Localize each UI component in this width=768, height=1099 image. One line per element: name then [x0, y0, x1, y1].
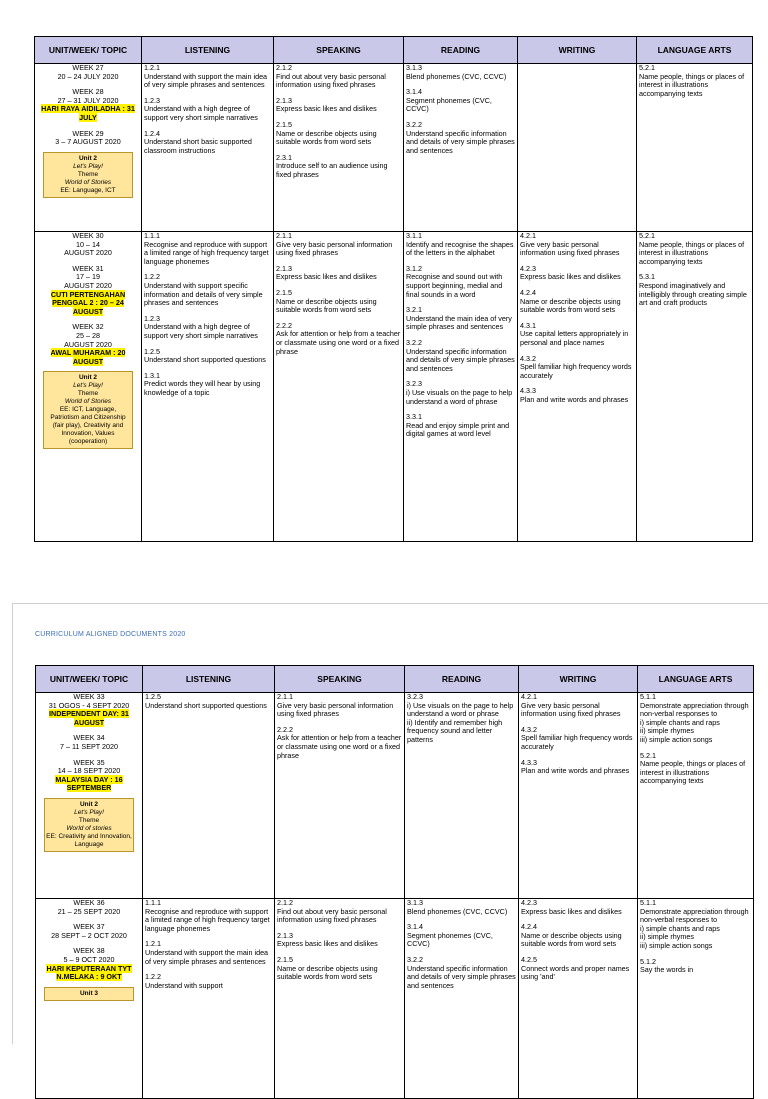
standard-item — [276, 97, 401, 114]
standard-text: Understand with support specific information and details of very simple phrases and sentences — [144, 280, 263, 308]
week-text: 3 – 7 AUGUST 2020 — [55, 137, 121, 147]
standard-text: Understand with support the main idea of very simple phrases and sentences — [145, 947, 269, 966]
standard-code: 4.3.1 — [520, 320, 536, 330]
listening-cell — [143, 899, 275, 1099]
standard-text: Understand the main idea of very simple phrases and sentences — [406, 313, 512, 332]
standard-code: 4.2.1 — [521, 692, 537, 701]
week-text: WEEK 33 — [73, 692, 105, 701]
table-header-row — [36, 666, 754, 693]
standard-text: Give very basic personal information using fixed phrases — [520, 239, 620, 258]
unit-title: Unit 2 — [79, 800, 99, 808]
standard-item — [144, 372, 271, 398]
week-text: WEEK 37 — [73, 922, 105, 932]
document-header-label: CURRICULUM ALIGNED DOCUMENTS 2020 — [35, 631, 186, 638]
standard-item — [640, 958, 751, 975]
table-header-row — [35, 37, 753, 64]
week-text: 28 SEPT – 2 OCT 2020 — [51, 930, 127, 940]
standard-item — [640, 899, 751, 951]
week-text: AUGUST 2020 — [64, 339, 112, 349]
standard-code: 3.1.3 — [407, 898, 423, 907]
standard-text: Give very basic personal information using fixed phrases — [277, 700, 394, 719]
theme-label: Theme — [78, 816, 100, 824]
standard-text: Ask for attention or help from a teacher or classmate using one word or a fixed phrase — [277, 733, 402, 760]
standard-text: Name or describe objects using suitable words from word sets — [276, 296, 377, 315]
week-text: WEEK 32 — [72, 322, 104, 332]
standard-code: 4.3.2 — [520, 353, 536, 363]
standard-item — [521, 693, 635, 719]
standard-item — [639, 64, 750, 98]
standard-code: 3.2.3 — [406, 379, 422, 389]
standard-item — [144, 64, 271, 90]
standard-code: 1.2.1 — [144, 63, 160, 72]
standard-text: Understand specific information and details of very simple phrases and sentences — [407, 963, 516, 990]
week-cell — [35, 232, 142, 542]
standard-item — [406, 232, 515, 258]
table-row — [35, 64, 753, 232]
standard-item — [277, 956, 402, 982]
standard-code: 3.2.3 — [407, 692, 423, 701]
standard-text: Express basic likes and dislikes — [521, 906, 622, 916]
standard-code: 4.2.1 — [520, 231, 536, 240]
standard-code: 2.1.1 — [277, 692, 293, 701]
standard-text: Segment phonemes (CVC, CCVC) — [407, 930, 493, 949]
standard-item — [277, 726, 402, 760]
standard-text: Name or describe objects using suitable words from word sets — [521, 930, 622, 949]
ee-elements: EE: Language, ICT — [60, 186, 116, 194]
reading-cell — [405, 899, 519, 1099]
week-text: AUGUST 2020 — [64, 248, 112, 258]
standard-item — [277, 932, 402, 949]
standard-code: 5.1.1 — [640, 692, 656, 701]
standard-item — [276, 265, 401, 282]
week-text: WEEK 27 — [72, 63, 104, 72]
speaking-cell — [274, 64, 404, 232]
standard-item — [520, 387, 634, 404]
standard-code: 5.1.2 — [640, 956, 656, 966]
standard-item — [640, 752, 751, 786]
document-page-2 — [12, 603, 768, 1044]
header-speaking: SPEAKING — [275, 666, 405, 693]
listening-cell — [142, 64, 274, 232]
standard-code: 2.1.5 — [277, 954, 293, 964]
standard-item — [520, 265, 634, 282]
standard-code: 5.1.1 — [640, 898, 656, 907]
week-text: 14 – 18 SEPT 2020 — [57, 766, 121, 776]
standard-code: 4.3.3 — [520, 386, 536, 396]
standard-code: 1.1.1 — [144, 231, 160, 240]
standard-item — [276, 322, 401, 356]
standard-text: Blend phonemes (CVC, CCVC) — [407, 906, 508, 916]
header-writing: WRITING — [518, 37, 637, 64]
week-text: WEEK 28 — [72, 87, 104, 97]
standard-text: Understand specific information and details of very simple phrases and sentences — [406, 346, 515, 373]
standard-item — [276, 121, 401, 147]
ee-elements: EE: ICT, Language, Patriotism and Citizenship (fair play), Creativity and Innovation, Values (cooperation) — [50, 406, 126, 446]
standard-text: Introduce self to an audience using fixed phrases — [276, 161, 388, 179]
standard-text: Recognise and reproduce with support a limited range of high frequency target language phonemes — [144, 239, 269, 266]
standard-code: 4.2.3 — [521, 898, 537, 907]
week-text: WEEK 30 — [72, 231, 104, 240]
week-text: 5 – 9 OCT 2020 — [63, 954, 115, 964]
ee-elements: EE: Creativity and Innovation, Language — [46, 832, 132, 848]
standard-text: Connect words and proper names using 'and' — [521, 963, 630, 982]
curriculum-table-2 — [35, 665, 754, 1099]
theme-name: World of Stories — [64, 178, 112, 186]
standard-code: 2.1.3 — [276, 263, 292, 273]
standard-code: 2.2.2 — [276, 320, 292, 330]
standard-code: 2.1.2 — [277, 898, 293, 907]
standard-item — [144, 232, 271, 266]
standard-code: 3.2.2 — [406, 337, 422, 347]
standard-item — [144, 97, 271, 123]
standard-code: 4.2.4 — [520, 287, 536, 297]
standard-text: Recognise and sound out with support beginning, medial and final sounds in a word — [406, 272, 503, 299]
standard-item — [406, 64, 515, 81]
standard-text: Understand specific information and details of very simple phrases and sentences — [406, 128, 515, 155]
week-cell — [36, 899, 143, 1099]
standard-text: Use capital letters appropriately in personal and place names — [520, 329, 629, 347]
standard-item — [520, 232, 634, 258]
standard-text: Demonstrate appreciation through non-verbal responses to i) simple chants and raps ii) simple rhymes iii) simple action songs — [640, 906, 749, 950]
standard-code: 1.2.2 — [145, 972, 161, 982]
unit-title: Unit 2 — [78, 154, 98, 162]
week-text: WEEK 35 — [73, 757, 105, 767]
standard-item — [520, 355, 634, 381]
standard-item — [521, 956, 635, 982]
standard-text: Plan and write words and phrases — [520, 394, 629, 404]
speaking-cell — [275, 693, 405, 899]
theme-label: Theme — [77, 170, 99, 178]
week-text: 10 – 14 — [76, 239, 100, 249]
standard-code: 3.1.4 — [407, 922, 423, 932]
standard-text: Understand with support — [145, 980, 223, 990]
week-text: WEEK 36 — [73, 898, 105, 907]
standard-item — [520, 289, 634, 315]
standard-code: 4.2.5 — [521, 954, 537, 964]
theme-label: Theme — [77, 390, 99, 398]
standard-item — [639, 273, 750, 307]
standard-text: Find out about very basic personal information using fixed phrases — [276, 71, 386, 90]
reading-cell — [405, 693, 519, 899]
standard-item — [406, 306, 515, 332]
standard-code: 4.2.3 — [520, 263, 536, 273]
standard-text: Express basic likes and dislikes — [276, 104, 377, 114]
week-text: 25 – 28 — [76, 330, 100, 340]
standard-item — [145, 940, 272, 966]
standard-code: 5.2.1 — [640, 750, 656, 760]
standard-code: 1.3.1 — [144, 370, 160, 380]
standard-code: 2.1.5 — [276, 119, 292, 129]
header-listening: LISTENING — [142, 37, 274, 64]
standard-code: 3.1.2 — [406, 263, 422, 273]
week-text: 21 – 25 SEPT 2020 — [57, 906, 121, 916]
week-text: WEEK 38 — [73, 946, 105, 956]
header-reading: READING — [404, 37, 518, 64]
standard-code: 1.2.5 — [144, 346, 160, 356]
theme-name: World of stories — [66, 824, 112, 832]
table-row — [36, 693, 754, 899]
language-arts-cell — [638, 693, 754, 899]
unit-title: Unit 3 — [79, 989, 99, 997]
listening-cell — [143, 693, 275, 899]
standard-text: Express basic likes and dislikes — [276, 272, 377, 282]
reading-cell — [404, 232, 518, 542]
standard-text: Identify and recognise the shapes of the letters in the alphabet — [406, 239, 514, 258]
standard-item — [145, 973, 272, 990]
standard-code: 4.3.2 — [521, 724, 537, 734]
standard-code: 3.2.2 — [407, 954, 423, 964]
standard-text: Plan and write words and phrases — [521, 766, 630, 776]
standard-item — [277, 693, 402, 719]
standard-text: Demonstrate appreciation through non-verbal responses to i) simple chants and raps ii) simple rhymes iii) simple action songs — [640, 700, 749, 744]
standard-code: 3.2.1 — [406, 305, 422, 315]
standard-text: Understand with a high degree of support very short simple narratives — [144, 104, 258, 122]
standard-text: Predict words they will hear by using knowledge of a topic — [144, 379, 261, 397]
standard-item — [276, 64, 401, 90]
week-text: 7 – 11 SEPT 2020 — [59, 741, 119, 751]
standard-text: i) Use visuals on the page to help understand a word of phrase — [406, 387, 513, 406]
page-gap — [0, 555, 768, 603]
standard-code: 1.2.3 — [144, 313, 160, 323]
speaking-cell — [274, 232, 404, 542]
standard-item — [406, 265, 515, 299]
standard-text: Segment phonemes (CVC, CCVC) — [406, 95, 492, 114]
holiday-text: HARI KEPUTERAAN TYT N.MELAKA : 9 OKT — [46, 963, 132, 982]
theme-name: World of Stories — [64, 398, 112, 406]
standard-text: Read and enjoy simple print and digital games at word level — [406, 420, 510, 439]
table-row — [36, 899, 754, 1099]
standard-item — [520, 322, 634, 348]
language-arts-cell — [637, 64, 753, 232]
unit-topic-box — [43, 152, 133, 198]
standard-text: Give very basic personal information using fixed phrases — [276, 239, 393, 258]
standard-item — [406, 121, 515, 155]
standard-code: 3.1.4 — [406, 87, 422, 97]
header-unit-week-topic: UNIT/WEEK/ TOPIC — [35, 37, 142, 64]
week-cell — [35, 64, 142, 232]
standard-item — [406, 88, 515, 114]
standard-code: 2.1.3 — [276, 95, 292, 105]
standard-item — [276, 232, 401, 258]
standard-text: Name people, things or places of interest in illustrations accompanying texts — [640, 759, 746, 786]
header-speaking: SPEAKING — [274, 37, 404, 64]
holiday-note — [38, 710, 140, 727]
unit-topic-box — [44, 987, 134, 1001]
standard-text: Name people, things or places of interest in illustrations accompanying texts — [639, 71, 745, 98]
table-row — [35, 232, 753, 542]
header-writing: WRITING — [519, 666, 638, 693]
standard-text: Understand short supported questions — [144, 355, 266, 365]
standard-code: 3.1.3 — [406, 63, 422, 72]
standard-code: 4.3.3 — [521, 757, 537, 767]
standard-code: 1.2.2 — [144, 272, 160, 282]
standard-item — [407, 956, 516, 990]
standard-code: 2.2.2 — [277, 724, 293, 734]
standard-code: 1.1.1 — [145, 898, 161, 907]
standard-code: 3.2.2 — [406, 119, 422, 129]
standard-item — [406, 380, 515, 406]
header-reading: READING — [405, 666, 519, 693]
standard-text: Name or describe objects using suitable words from word sets — [520, 296, 621, 315]
standard-code: 2.1.2 — [276, 63, 292, 72]
standard-text: Understand with a high degree of support very short simple narratives — [144, 322, 258, 340]
standard-item — [145, 899, 272, 933]
holiday-note — [37, 105, 139, 122]
holiday-note — [37, 349, 139, 366]
unit-topic-box — [43, 371, 133, 449]
header-language-arts: LANGUAGE ARTS — [638, 666, 754, 693]
unit-topic-box — [44, 798, 134, 852]
standard-text: Name people, things or places of interest in illustrations accompanying texts — [639, 239, 745, 266]
reading-cell — [404, 64, 518, 232]
writing-cell — [519, 899, 638, 1099]
unit-name: Let's Play! — [73, 382, 103, 390]
holiday-text: CUTI PERTENGAHAN PENGGAL 2 : 20 – 24 AUGUST — [50, 289, 126, 316]
standard-text: Name or describe objects using suitable words from word sets — [276, 128, 377, 147]
standard-item — [521, 923, 635, 949]
writing-cell — [519, 693, 638, 899]
unit-name: Let's Play! — [74, 808, 104, 816]
week-text: AUGUST 2020 — [64, 280, 112, 290]
standard-text: Recognise and reproduce with support a limited range of high frequency target language phonemes — [145, 906, 270, 933]
writing-cell — [518, 232, 637, 542]
curriculum-table-1 — [34, 36, 753, 542]
standard-code: 4.2.4 — [521, 922, 537, 932]
standard-item — [521, 726, 635, 752]
standard-item — [407, 923, 516, 949]
standard-code: 2.1.5 — [276, 287, 292, 297]
standard-code: 2.1.1 — [276, 231, 292, 240]
standard-code: 2.1.3 — [277, 930, 293, 940]
standard-code: 5.3.1 — [639, 272, 655, 282]
standard-code: 2.3.1 — [276, 152, 292, 162]
standard-code: 5.2.1 — [639, 231, 655, 240]
standard-item — [640, 693, 751, 745]
week-cell — [36, 693, 143, 899]
standard-text: Give very basic personal information using fixed phrases — [521, 700, 621, 719]
standard-item — [144, 130, 271, 156]
standard-code: 3.3.1 — [406, 412, 422, 422]
holiday-note — [38, 776, 140, 793]
standard-text: Understand short basic supported classroom instructions — [144, 137, 252, 155]
header-listening: LISTENING — [143, 666, 275, 693]
standard-text: Say the words in — [640, 965, 694, 975]
unit-name: Let's Play! — [73, 162, 103, 170]
holiday-text: HARI RAYA AIDILADHA : 31 JULY — [41, 104, 135, 122]
week-text: WEEK 29 — [72, 128, 104, 138]
speaking-cell — [275, 899, 405, 1099]
holiday-note — [38, 965, 140, 982]
standard-text: Find out about very basic personal information using fixed phrases — [277, 906, 387, 925]
holiday-note — [37, 291, 139, 317]
week-text: 17 – 19 — [76, 272, 100, 282]
standard-code: 1.2.3 — [144, 95, 160, 105]
standard-text: Spell familiar high frequency words accurately — [521, 733, 633, 751]
standard-item — [407, 899, 516, 916]
week-text: WEEK 31 — [72, 263, 104, 273]
standard-item — [406, 413, 515, 439]
standard-text: i) Use visuals on the page to help understand a word or phrase ii) Identify and remember high frequency sound and letter patterns — [407, 700, 514, 744]
standard-text: Express basic likes and dislikes — [277, 939, 378, 949]
holiday-text: AWAL MUHARAM : 20 AUGUST — [50, 348, 126, 366]
standard-text: Express basic likes and dislikes — [520, 272, 621, 282]
standard-text: Understand with support the main idea of very simple phrases and sentences — [144, 71, 268, 90]
standard-item — [407, 693, 516, 745]
writing-cell — [518, 64, 637, 232]
holiday-text: INDEPENDENT DAY: 31 AUGUST — [49, 709, 129, 727]
standard-text: Blend phonemes (CVC, CCVC) — [406, 71, 507, 81]
standard-item — [521, 759, 635, 776]
standard-item — [144, 348, 271, 365]
standard-text: Name or describe objects using suitable words from word sets — [277, 963, 378, 982]
standard-item — [521, 899, 635, 916]
unit-title: Unit 2 — [78, 374, 98, 382]
standard-item — [277, 899, 402, 925]
standard-text: Understand short supported questions — [145, 700, 267, 710]
listening-cell — [142, 232, 274, 542]
week-text: WEEK 34 — [73, 733, 105, 743]
standard-item — [145, 693, 272, 710]
standard-code: 3.1.1 — [406, 231, 422, 240]
header-unit-week-topic: UNIT/WEEK/ TOPIC — [36, 666, 143, 693]
standard-item — [276, 154, 401, 180]
week-text: 27 – 31 JULY 2020 — [57, 95, 119, 105]
standard-text: Ask for attention or help from a teacher or classmate using one word or a fixed phrase — [276, 329, 401, 356]
week-text: 31 OGOS - 4 SEPT 2020 — [48, 700, 130, 710]
standard-code: 1.2.5 — [145, 692, 161, 701]
standard-text: Spell familiar high frequency words accurately — [520, 362, 632, 380]
standard-item — [406, 339, 515, 373]
standard-text: Respond imaginatively and intelligibly through creating simple art and craft products — [639, 280, 747, 308]
standard-item — [276, 289, 401, 315]
header-language-arts: LANGUAGE ARTS — [637, 37, 753, 64]
holiday-text: MALAYSIA DAY : 16 SEPTEMBER — [55, 774, 123, 793]
standard-item — [144, 273, 271, 307]
standard-code: 5.2.1 — [639, 63, 655, 72]
standard-code: 1.2.4 — [144, 128, 160, 138]
standard-item — [144, 315, 271, 341]
week-text: 20 – 24 JULY 2020 — [57, 71, 119, 81]
language-arts-cell — [638, 899, 754, 1099]
standard-item — [639, 232, 750, 266]
language-arts-cell — [637, 232, 753, 542]
standard-code: 1.2.1 — [145, 939, 161, 949]
